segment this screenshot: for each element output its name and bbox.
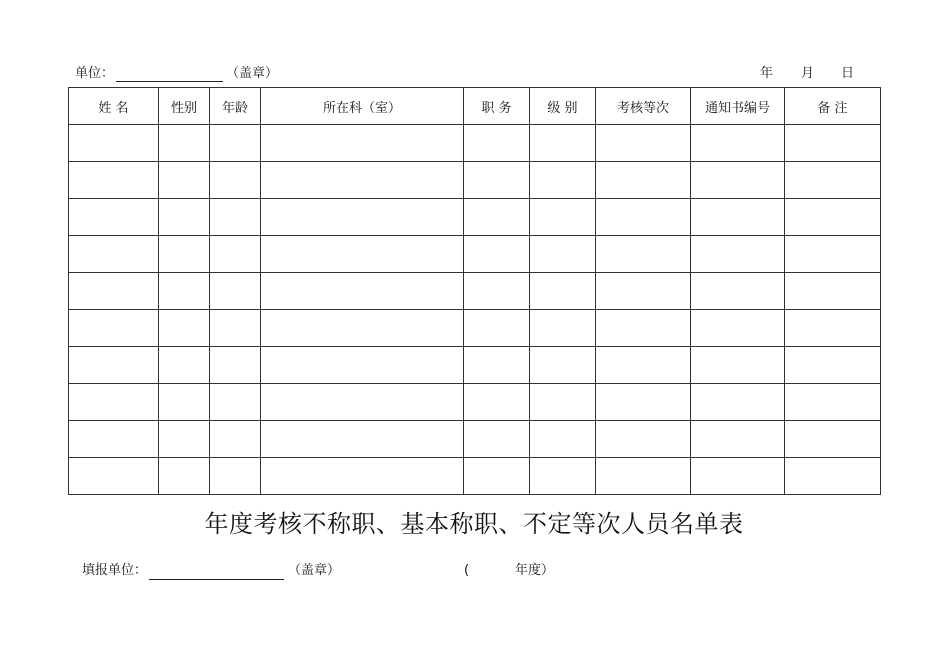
month-label: 月	[801, 66, 815, 81]
table-cell[interactable]	[785, 347, 881, 384]
table-cell[interactable]	[261, 273, 464, 310]
table-cell[interactable]	[530, 162, 596, 199]
column-header: 级 别	[530, 88, 596, 125]
table-cell[interactable]	[210, 347, 261, 384]
table-cell[interactable]	[69, 384, 159, 421]
table-cell[interactable]	[69, 273, 159, 310]
table-cell[interactable]	[69, 199, 159, 236]
table-cell[interactable]	[530, 384, 596, 421]
column-header: 备 注	[785, 88, 881, 125]
table-cell[interactable]	[530, 273, 596, 310]
table-cell[interactable]	[69, 236, 159, 273]
table-cell[interactable]	[691, 162, 785, 199]
table-cell[interactable]	[785, 125, 881, 162]
table-cell[interactable]	[261, 421, 464, 458]
table-row	[69, 199, 881, 236]
column-header: 年龄	[210, 88, 261, 125]
table-cell[interactable]	[691, 125, 785, 162]
day-label: 日	[841, 66, 855, 81]
table-cell[interactable]	[261, 310, 464, 347]
table-cell[interactable]	[691, 384, 785, 421]
table-cell[interactable]	[530, 458, 596, 495]
table-cell[interactable]	[261, 162, 464, 199]
table-cell[interactable]	[69, 347, 159, 384]
table-cell[interactable]	[530, 236, 596, 273]
roster-table	[68, 87, 881, 495]
table-row	[69, 236, 881, 273]
year-label-footer: 年度）	[515, 563, 555, 578]
table-cell[interactable]	[159, 347, 210, 384]
table-cell[interactable]	[261, 384, 464, 421]
table-cell[interactable]	[261, 236, 464, 273]
table-cell[interactable]	[210, 199, 261, 236]
column-header: 考核等次	[596, 88, 691, 125]
table-cell[interactable]	[210, 458, 261, 495]
table-cell[interactable]	[159, 273, 210, 310]
table-cell[interactable]	[159, 199, 210, 236]
table-cell[interactable]	[785, 273, 881, 310]
table-cell[interactable]	[69, 458, 159, 495]
table-cell[interactable]	[464, 458, 530, 495]
table-cell[interactable]	[530, 347, 596, 384]
table-cell[interactable]	[785, 236, 881, 273]
table-cell[interactable]	[785, 310, 881, 347]
table-cell[interactable]	[261, 125, 464, 162]
table-row	[69, 310, 881, 347]
table-cell[interactable]	[596, 199, 691, 236]
table-cell[interactable]	[530, 199, 596, 236]
column-header: 姓 名	[69, 88, 159, 125]
table-cell[interactable]	[261, 458, 464, 495]
table-cell[interactable]	[785, 384, 881, 421]
table-cell[interactable]	[210, 421, 261, 458]
table-cell[interactable]	[530, 421, 596, 458]
table-cell[interactable]	[69, 162, 159, 199]
table-cell[interactable]	[596, 384, 691, 421]
table-header-row	[69, 88, 881, 125]
table-cell[interactable]	[210, 162, 261, 199]
table-cell[interactable]	[785, 162, 881, 199]
table-cell[interactable]	[596, 458, 691, 495]
table-cell[interactable]	[210, 273, 261, 310]
table-cell[interactable]	[464, 347, 530, 384]
table-cell[interactable]	[691, 310, 785, 347]
fill-unit-underline[interactable]	[149, 579, 284, 580]
table-cell[interactable]	[210, 310, 261, 347]
table-cell[interactable]	[785, 421, 881, 458]
table-cell[interactable]	[464, 421, 530, 458]
table-cell[interactable]	[691, 199, 785, 236]
table-row	[69, 384, 881, 421]
table-cell[interactable]	[261, 199, 464, 236]
form-title: 年度考核不称职、基本称职、不定等次人员名单表	[204, 510, 744, 538]
column-header: 职 务	[464, 88, 530, 125]
table-row	[69, 125, 881, 162]
unit-label: 单位：	[75, 66, 115, 81]
table-cell[interactable]	[691, 458, 785, 495]
table-cell[interactable]	[69, 421, 159, 458]
table-row	[69, 162, 881, 199]
table-cell[interactable]	[596, 125, 691, 162]
table-cell[interactable]	[210, 125, 261, 162]
table-row	[69, 458, 881, 495]
table-cell[interactable]	[464, 273, 530, 310]
table-cell[interactable]	[159, 384, 210, 421]
table-cell[interactable]	[596, 162, 691, 199]
table-cell[interactable]	[691, 421, 785, 458]
table-cell[interactable]	[464, 162, 530, 199]
column-header: 性别	[159, 88, 210, 125]
table-cell[interactable]	[261, 347, 464, 384]
table-cell[interactable]	[464, 125, 530, 162]
table-row	[69, 421, 881, 458]
table-cell[interactable]	[159, 310, 210, 347]
table-cell[interactable]	[464, 310, 530, 347]
table-cell[interactable]	[596, 273, 691, 310]
table-cell[interactable]	[210, 236, 261, 273]
table-cell[interactable]	[691, 236, 785, 273]
table-row	[69, 347, 881, 384]
footer-seal-label: （盖章）	[288, 563, 341, 578]
table-cell[interactable]	[464, 236, 530, 273]
table-cell[interactable]	[159, 458, 210, 495]
year-label: 年	[760, 66, 774, 81]
table-cell[interactable]	[69, 310, 159, 347]
table-cell[interactable]	[691, 347, 785, 384]
table-cell[interactable]	[464, 384, 530, 421]
table-cell[interactable]	[530, 125, 596, 162]
table-cell[interactable]	[464, 199, 530, 236]
table-cell[interactable]	[159, 236, 210, 273]
table-cell[interactable]	[530, 310, 596, 347]
table-cell[interactable]	[596, 310, 691, 347]
column-header: 所在科（室）	[261, 88, 464, 125]
unit-underline[interactable]	[116, 81, 223, 82]
table-cell[interactable]	[159, 162, 210, 199]
table-cell[interactable]	[596, 236, 691, 273]
table-cell[interactable]	[159, 125, 210, 162]
column-header: 通知书编号	[691, 88, 785, 125]
year-open-paren: (	[464, 563, 470, 578]
table-cell[interactable]	[785, 199, 881, 236]
fill-unit-label: 填报单位：	[82, 563, 148, 578]
table-cell[interactable]	[785, 458, 881, 495]
table-cell[interactable]	[69, 125, 159, 162]
seal-label: （盖章）	[226, 66, 279, 81]
table-cell[interactable]	[210, 384, 261, 421]
table-cell[interactable]	[596, 421, 691, 458]
table-cell[interactable]	[596, 347, 691, 384]
table-cell[interactable]	[159, 421, 210, 458]
table-cell[interactable]	[691, 273, 785, 310]
table-row	[69, 273, 881, 310]
